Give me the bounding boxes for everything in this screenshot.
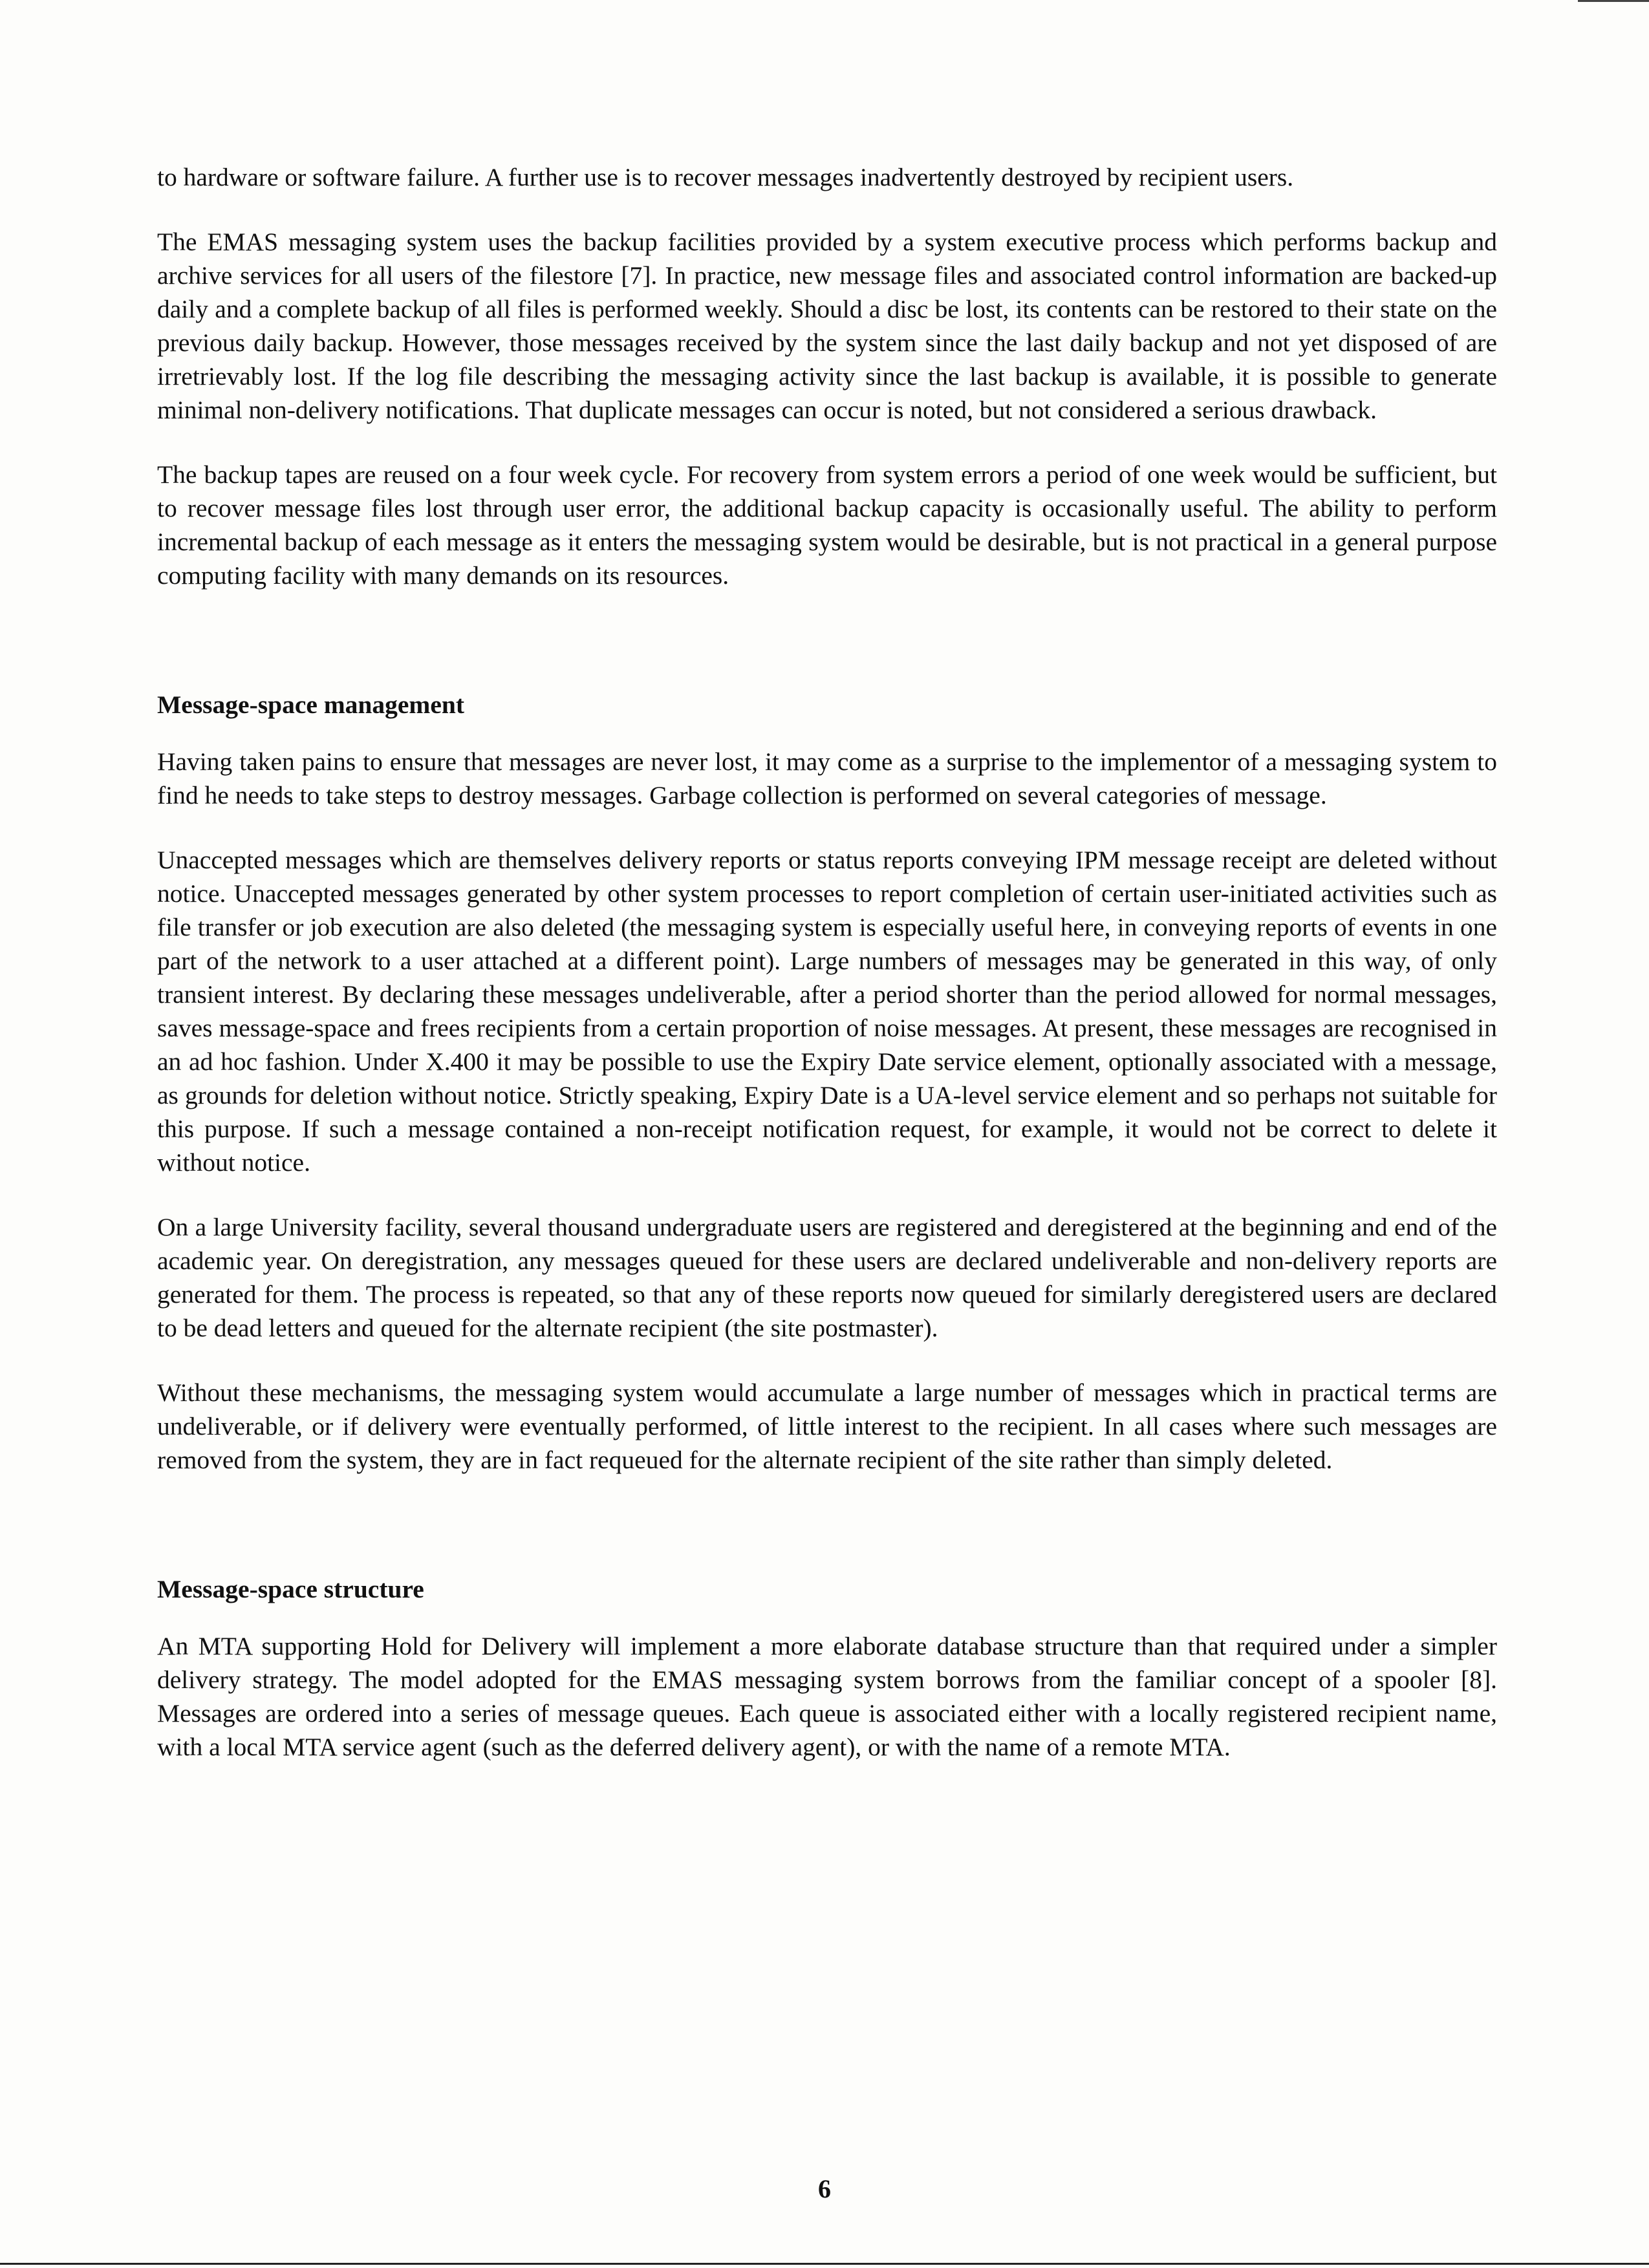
paragraph-management-3: On a large University facility, several thousand undergraduate users are registered and deregistered at the beginning and end of the academic year. On deregistration, any messages queued for these users are declared undeliverable and non-delivery reports are generated for them. The process is repeated, so that any of these reports now queued for similarly deregistered users are declared to be dead letters and queued for the alternate recipient (the site postmaster). <box>157 1213 1497 1342</box>
paragraph-management-4: Without these mechanisms, the messaging system would accumulate a large number of messages which in practical terms are undeliverable, or if delivery were eventually performed, of little interest to the recipient. In all cases where such messages are removed from the system, they are in fact requeued for the alternate recipient of the site rather than simply deleted. <box>157 1378 1497 1474</box>
page-number: 6 <box>818 2174 831 2203</box>
paragraph-management-2: Unaccepted messages which are themselves delivery reports or status reports conveying IPM message receipt are deleted without notice. Unaccepted messages generated by other system processes to report completion of certain user-initiated activities such as file transfer or job execution are also deleted (the messaging system is especially useful here, in conveying reports of events in one part of the network to a user attached at a different point). Large numbers of messages may be generated in this way, of only transient interest. By declaring these messages undeliverable, after a period shorter than the period allowed for normal messages, saves message-space and frees recipients from a certain proportion of noise messages. At present, these messages are recognised in an ad hoc fashion. Under X.400 it may be possible to use the Expiry Date service element, optionally associated with a message, as grounds for deletion without notice. Strictly speaking, Expiry Date is a UA-level service element and so perhaps not suitable for this purpose. If such a message contained a non-receipt notification request, for example, it would not be correct to delete it without notice. <box>157 846 1497 1177</box>
bottom-edge-rule <box>0 2263 1649 2265</box>
paragraph-intro-3: The backup tapes are reused on a four week cycle. For recovery from system errors a period of one week would be sufficient, but to recover message files lost through user error, the additional backup capacity is occasionally useful. The ability to perform incremental backup of each message as it enters the messaging system would be desirable, but is not practical in a general purpose computing facility with many demands on its resources. <box>157 460 1497 590</box>
section-heading-structure: Message-space structure <box>157 1575 424 1603</box>
paragraph-management-1: Having taken pains to ensure that messages are never lost, it may come as a surprise to the implementor of a messaging system to find he needs to take steps to destroy messages. Garbage collection is performed on several categories of message. <box>157 747 1497 809</box>
top-edge-rule <box>1578 0 1649 2</box>
page-body <box>157 160 1497 1795</box>
paragraph-intro-1: to hardware or software failure. A further use is to recover messages inadvertently destroyed by recipient users. <box>157 163 1294 191</box>
paragraph-intro-2: The EMAS messaging system uses the backup facilities provided by a system executive process which performs backup and archive services for all users of the filestore [7]. In practice, new message files and associated control information are backed-up daily and a complete backup of all files is performed weekly. Should a disc be lost, its contents can be restored to their state on the previous daily backup. However, those messages received by the system since the last daily backup and not yet disposed of are irretrievably lost. If the log file describing the messaging activity since the last backup is available, it is possible to generate minimal non-delivery notifications. That duplicate messages can occur is noted, but not considered a serious drawback. <box>157 228 1497 424</box>
section-heading-management: Message-space management <box>157 690 464 719</box>
paragraph-structure-1: An MTA supporting Hold for Delivery will implement a more elaborate database structure than that required under a simpler delivery strategy. The model adopted for the EMAS messaging system borrows from the familiar concept of a spooler [8]. Messages are ordered into a series of message queues. Each queue is associated either with a locally registered recipient name, with a local MTA service agent (such as the deferred delivery agent), or with the name of a remote MTA. <box>157 1632 1497 1761</box>
